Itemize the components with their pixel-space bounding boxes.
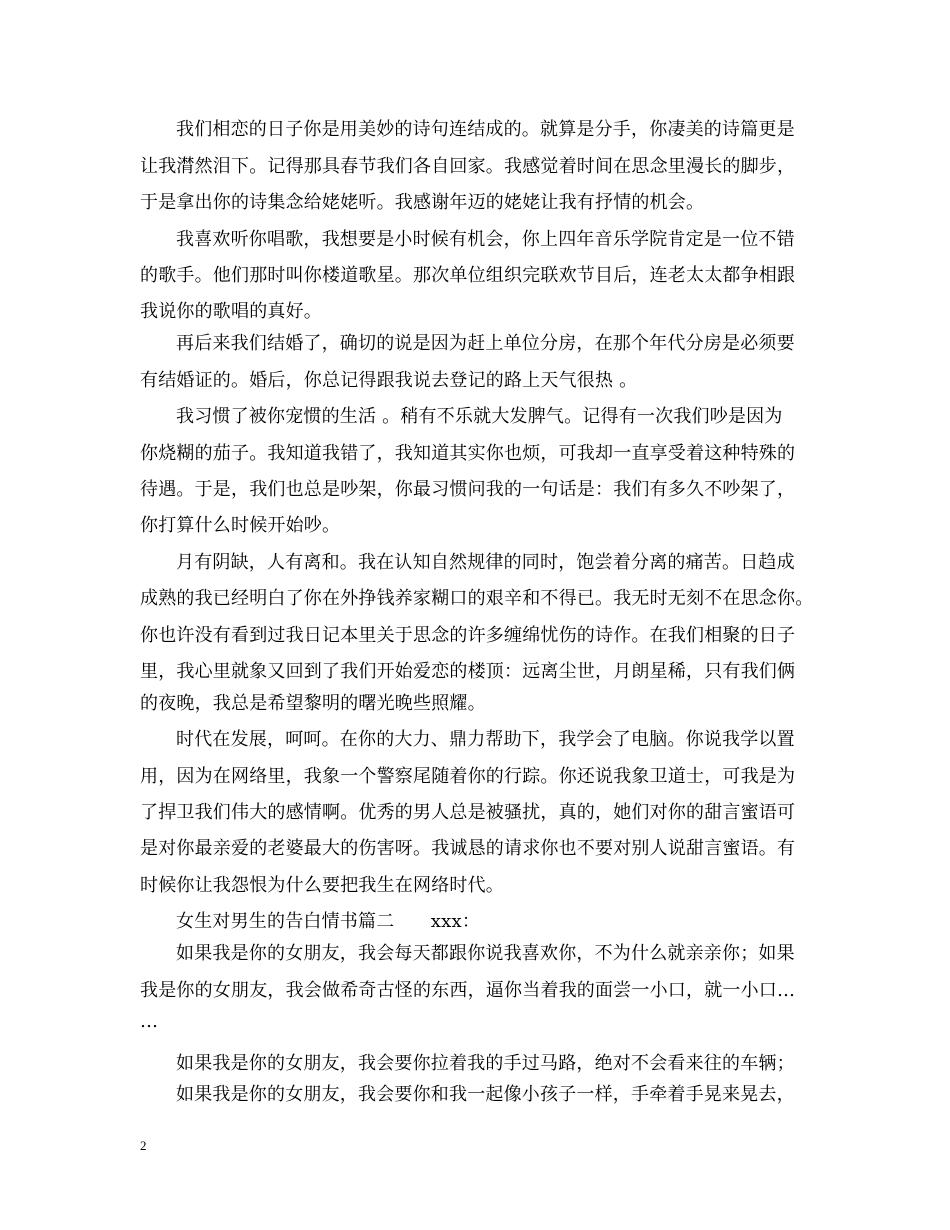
paragraph-line: 里，我心里就象又回到了我们开始爱恋的楼顶：远离尘世，月朗星稀，只有我们俩 (140, 661, 796, 682)
paragraph-line: 你烧糊的茄子。我知道我错了，我知道其实你也烦，可我却一直享受着这种特殊的 (140, 443, 796, 464)
paragraph-line: 我说你的歌唱的真好。 (140, 301, 322, 322)
paragraph-line: 你打算什么时候开始吵。 (140, 515, 341, 536)
paragraph-line: 如果我是你的女朋友，我会要你拉着我的手过马路，绝对不会看来往的车辆； (176, 1053, 795, 1074)
paragraph-line: 的夜晚，我总是希望黎明的曙光晚些照耀。 (140, 693, 486, 714)
section-heading: 女生对男生的告白情书篇二 xxx： (176, 911, 481, 932)
paragraph-line: 月有阴缺，人有离和。我在认知自然规律的同时，饱尝着分离的痛苦。日趋成 (176, 552, 795, 573)
paragraph-line: 让我潸然泪下。记得那具春节我们各自回家。我感觉着时间在思念里漫长的脚步， (140, 156, 796, 177)
paragraph-line: 待遇。于是，我们也总是吵架，你最习惯问我的一句话是：我们有多久不吵架了， (140, 479, 796, 500)
paragraph-line: 有结婚证的。婚后，你总记得跟我说去登记的路上天气很热 。 (140, 370, 638, 391)
paragraph-line: 时候你让我怨恨为什么要把我生在网络时代。 (140, 875, 504, 896)
paragraph-line: 时代在发展，呵呵。在你的大力、鼎力帮助下，我学会了电脑。你说我学以置 (176, 729, 795, 750)
paragraph-line: 于是拿出你的诗集念给姥姥听。我感谢年迈的姥姥让我有抒情的机会。 (140, 192, 705, 213)
paragraph-line: 我喜欢听你唱歌，我想要是小时候有机会，你上四年音乐学院肯定是一位不错 (176, 229, 795, 250)
page-number: 2 (140, 1138, 147, 1153)
paragraph-line: 你也许没有看到过我日记本里关于思念的许多缠绵忧伤的诗作。在我们相聚的日子 (140, 625, 796, 646)
paragraph-line: 用，因为在网络里，我象一个警察尾随着你的行踪。你还说我象卫道士，可我是为 (140, 766, 796, 787)
paragraph-line: 成熟的我已经明白了你在外挣钱养家糊口的艰辛和不得已。我无时无刻不在思念你。 (140, 588, 814, 609)
paragraph-line: 如果我是你的女朋友，我会每天都跟你说我喜欢你，不为什么就亲亲你；如果 (176, 943, 795, 964)
paragraph-line: 再后来我们结婚了，确切的说是因为赶上单位分房，在那个年代分房是必须要 (176, 333, 795, 354)
paragraph-line: 是对你最亲爱的老婆最大的伤害呀。我诚恳的请求你也不要对别人说甜言蜜语。有 (140, 838, 796, 859)
paragraph-line: … (140, 1011, 159, 1032)
paragraph-line: 了捍卫我们伟大的感情啊。优秀的男人总是被骚扰，真的，她们对你的甜言蜜语可 (140, 802, 796, 823)
paragraph-line: 我们相恋的日子你是用美妙的诗句连结成的。就算是分手，你凄美的诗篇更是 (176, 119, 795, 140)
paragraph-line: 的歌手。他们那时叫你楼道歌星。那次单位组织完联欢节目后，连老太太都争相跟 (140, 265, 796, 286)
paragraph-line: 我是你的女朋友，我会做希奇古怪的东西，逼你当着我的面尝一小口，就一小口… (140, 980, 796, 1001)
paragraph-line: 我习惯了被你宠惯的生活 。稍有不乐就大发脾气。记得有一次我们吵是因为 (176, 406, 783, 427)
paragraph-line: 如果我是你的女朋友，我会要你和我一起像小孩子一样，手牵着手晃来晃去， (176, 1084, 795, 1105)
